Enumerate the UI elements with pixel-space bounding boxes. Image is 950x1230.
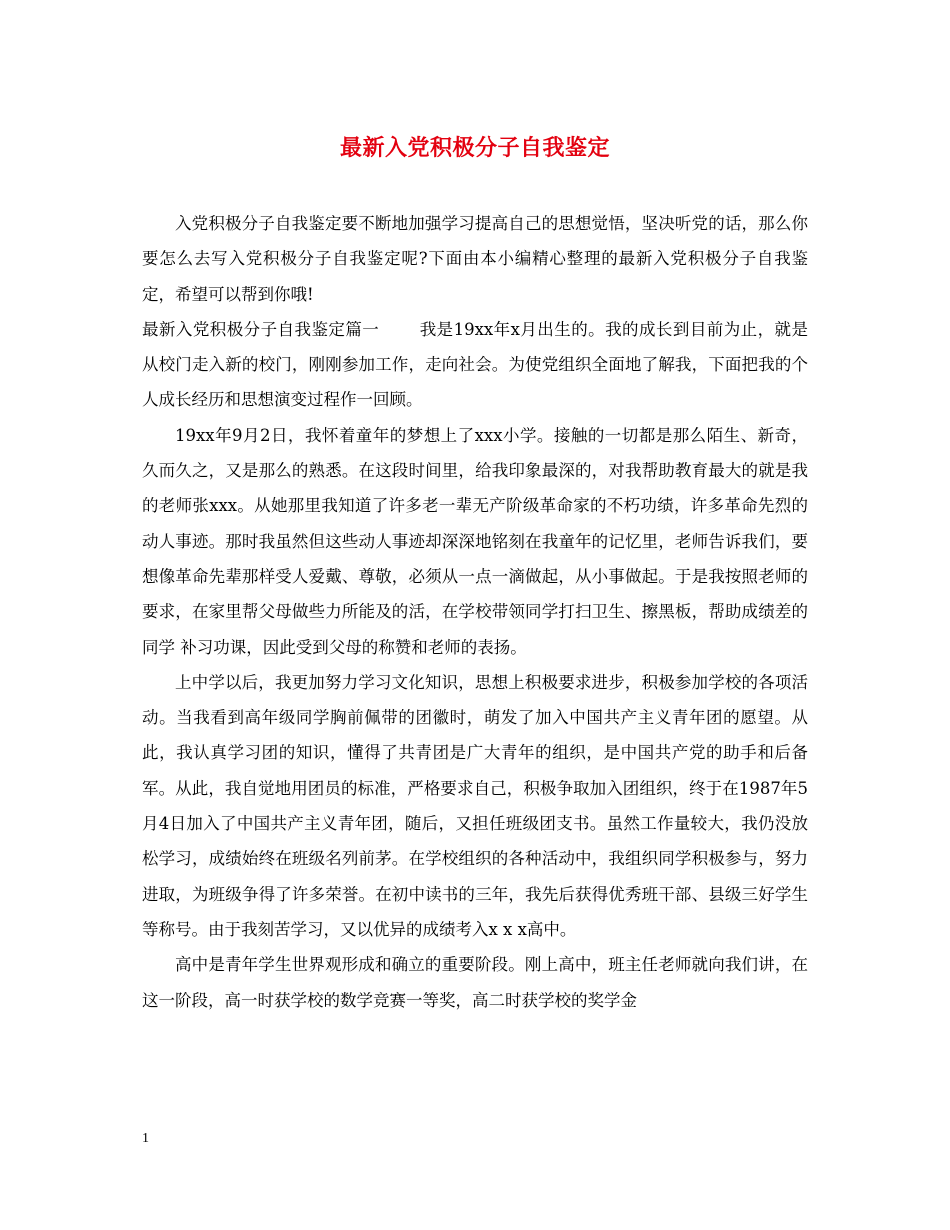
document-title: 最新入党积极分子自我鉴定: [339, 135, 610, 161]
document-body: [142, 206, 808, 1018]
section-title: 最新入党积极分子自我鉴定篇一: [142, 319, 380, 339]
body-paragraph-1: 19xx年9月2日，我怀着童年的梦想上了xxx小学。接触的一切都是那么陌生、新奇，久而久之，又是那么的熟悉。在这段时间里，给我印象最深的，对我帮助教育最大的就是我的老师张xxx。从她那里我知道了许多老一辈无产阶级革命家的不朽功绩，许多革命先烈的动人事迹。那时我虽然但这些动人事迹却深深地铭刻在我童年的记忆里，老师告诉我们，要想像革命先辈那样受人爱戴、尊敬，必须从一点一滴做起，从小事做起。于是我按照老师的要求，在家里帮父母做些力所能及的活，在学校带领同学打扫卫生、擦黑板，帮助成绩差的同学 补习功课，因此受到父母的称赞和老师的表扬。: [142, 425, 808, 657]
section-paragraph: [142, 312, 808, 418]
body-paragraph-2: 上中学以后，我更加努力学习文化知识，思想上积极要求进步，积极参加学校的各项活动。当我看到高年级同学胸前佩带的团徽时，萌发了加入中国共产主义青年团的愿望。从此，我认真学习团的知识，懂得了共青团是广大青年的组织，是中国共产党的助手和后备军。从此，我自觉地用团员的标准，严格要求自己，积极争取加入团组织，终于在1987年5月4日加入了中国共产主义青年团，随后，又担任班级团支书。虽然工作量较大，我仍没放松学习，成绩始终在班级名列前茅。在学校组织的各种活动中，我组织同学积极参与，努力进取，为班级争得了许多荣誉。在初中读书的三年，我先后获得优秀班干部、县级三好学生等称号。由于我刻苦学习，又以优异的成绩考入x x x高中。: [142, 672, 808, 939]
page-number: 1: [142, 1131, 149, 1146]
body-paragraph-3: 高中是青年学生世界观形成和确立的重要阶段。刚上高中，班主任老师就向我们讲，在这一阶段，高一时获学校的数学竞赛一等奖，高二时获学校的奖学金: [142, 955, 808, 1010]
intro-paragraph: 入党积极分子自我鉴定要不断地加强学习提高自己的思想觉悟，坚决听党的话，那么你要怎么去写入党积极分子自我鉴定呢?下面由本小编精心整理的最新入党积极分子自我鉴定，希望可以帮到你哦!: [142, 214, 808, 304]
section-first-paragraph: 我是19xx年x月出生的。我的成长到目前为止，就是从校门走入新的校门，刚刚参加工作，走向社会。为使党组织全面地了解我，下面把我的个人成长经历和思想演变过程作一回顾。: [142, 319, 809, 410]
